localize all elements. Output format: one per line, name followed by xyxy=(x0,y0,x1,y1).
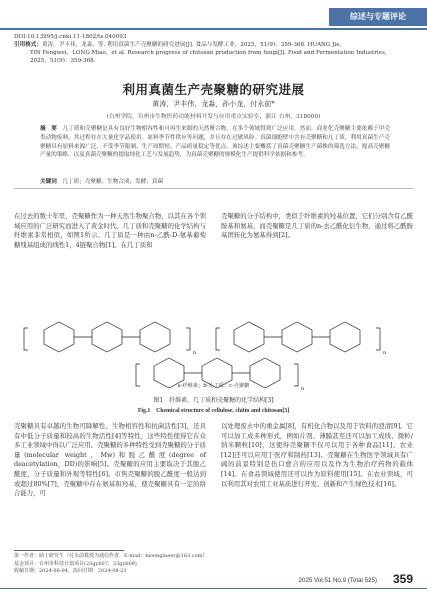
keywords-text: 几丁质；壳聚糖；生物合成；发酵；真菌 xyxy=(62,179,164,185)
article-title: 利用真菌生产壳聚糖的研究进展 xyxy=(122,83,305,97)
citation-label: 引用格式： xyxy=(14,42,42,48)
header-rule xyxy=(0,28,427,30)
section-tag: 综述与专题评论 xyxy=(329,8,427,26)
citation-line-3: 2025，51(9)：359-368. xyxy=(30,58,96,64)
footnote-dates: 收稿日期：2024-06-04，改回日期：2024-08-21 xyxy=(14,568,127,575)
figure-sublabels: a-纤维素；b-几丁质；c-壳聚糖 xyxy=(177,383,250,389)
body-paragraph-4: 以处理废水中的重金属[8]，有机化合物以及用于饮料的澄清[9]。它可以加工成多种形式，例如片剂、薄膜甚至还可以加工成线、微粒/纳米颗粒[10]，这使得壳聚糖不仅可以用于各种食品[11]、农业[12]还可以应用于医疗和制药[13]。壳聚糖在生物医学领域具有广阔的前景特别是伤口愈合的应用以及作为生物治疗药物的载体[14]。在食品领域使用还可以作为原料使用[15]。在农业领域，可以利用其对农用工业基质进行开发、创新和产生绿色技术[16]。 xyxy=(221,422,413,488)
affiliation: (台州学院，台州市生物医药功能材料开发与应用重点实验室，浙江 台州，318000) xyxy=(106,114,321,120)
keywords-label: 关键词 xyxy=(40,179,57,185)
abstract-text: 几丁质和壳聚糖是具有良好生物相容性和可再生来源的天然聚合物，在多个领域得到广泛应用。然而，商业化壳聚糖主要依赖于甲壳类动物废料，其过程存在大量化学品使用、原料季节性供应等问题，并且存在过敏风险。真菌细胞壁中含有壳聚糖和几丁质，利用真菌生产壳聚糖具有原料来源广泛、不受季节限制、生产周期短、产品质量稳定等优点。该综述主要概括了真菌壳聚糖生产菌株的筛选方法、提高壳聚糖产量的策略，以及真菌壳聚糖的提取纯化工艺与发展趋势，为真菌壳聚糖的规模化生产提供科学依据和参考。 xyxy=(40,126,390,159)
footnote-fund: 基金项目：台州市科技计划项目(23gyb07，23gyb09) xyxy=(14,560,137,567)
cellulose-structure xyxy=(24,322,190,352)
chain-label-b: n xyxy=(383,350,387,356)
doi-line: DOI:10.13995/j.cnki.11-1802/ts.040093 xyxy=(14,34,127,40)
footnote-rule xyxy=(14,550,124,551)
page-number: 359 xyxy=(392,572,413,586)
citation-line-2: YIN Fengwei，LONG Miao，et al. Research progress of chitosan production from fungi[J]. Food and Fermentation Industries， xyxy=(30,50,391,56)
sublabel-b: b-几丁质 xyxy=(203,383,224,389)
citation-line-1 xyxy=(14,41,414,49)
abstract-label: 摘 要 xyxy=(40,126,57,132)
footnote-author: 第一作者：硕士研究生（付永前教授为通信作者，E-mail：bioengineer@163.com） xyxy=(14,553,208,559)
footnote xyxy=(14,553,314,576)
abstract xyxy=(40,125,390,160)
authors: 黄涛，尹丰伟，龙淼，孙小龙，付永前* xyxy=(152,100,275,108)
sublabel-c: c-壳聚糖 xyxy=(229,383,250,389)
body-paragraph-2: 壳聚糖的分子结构中，类似于纤维素的羟基位置，它们分别含有乙酰胺基和氨基，而壳聚糖是几丁质的n-去乙酰化衍生物，通过将乙酰胺基团转化为氨基得到[2]。 xyxy=(221,212,413,240)
keywords xyxy=(40,177,390,185)
abstract-separator xyxy=(14,188,413,189)
footer-rule xyxy=(0,588,427,589)
citation-cn: 黄涛，尹丰伟，龙淼，等. 利用真菌生产壳聚糖的研究进展[J]. 食品与发酵工业，2025，51(9)：359-368. HUANG Jie， xyxy=(41,42,346,48)
chain-label-a: n xyxy=(193,350,197,356)
sublabel-a: a-纤维素 xyxy=(177,383,199,389)
journal-issue: 2025 Vol.51 No.9 (Total 525) xyxy=(298,577,377,584)
figure-caption-en: Fig.1 Chemical structure of cellulose, chitin and chitosan[3] xyxy=(137,408,290,414)
chitin-structure xyxy=(216,322,380,352)
body-paragraph-1: 在过去的数十年里，壳聚糖作为一种天然生物聚合物，以其在各个领域应用的广泛研究而进入了黄金时代。几丁质和壳聚糖的化学结构与纤维素非常相似，如图1所示。几丁质是一种由n-乙酰-D-氨基葡萄糖残基组成的线性1，4链聚合物[1]。在几丁质和 xyxy=(14,212,206,249)
figure-caption-cn: 图1 纤维素、几丁质和壳聚糖的化学结构[3] xyxy=(153,397,274,404)
chain-label-c: n xyxy=(301,386,305,392)
body-paragraph-3: 壳聚糖具有卓越的生物可降解性、生物相容性和抗菌活性[3]，还具有中低分子质量和较高的生物活性[4]等特性，这些特性使得它在众多工业领域中得以广泛应用。壳聚糖的多种特性受到壳聚糖的分子质量(molecular weight，Mw)和脱乙酰度(degree of deacetylation，DD)的影响[5]。壳聚糖的应用主要取决于其脱乙酰度、分子质量和外观等特性[6]。市售壳聚糖的脱乙酰度一般达到或超过80%[7]，壳聚糖中存在氨基和羟基，使壳聚糖具有一定的络合能力，可 xyxy=(14,422,206,498)
